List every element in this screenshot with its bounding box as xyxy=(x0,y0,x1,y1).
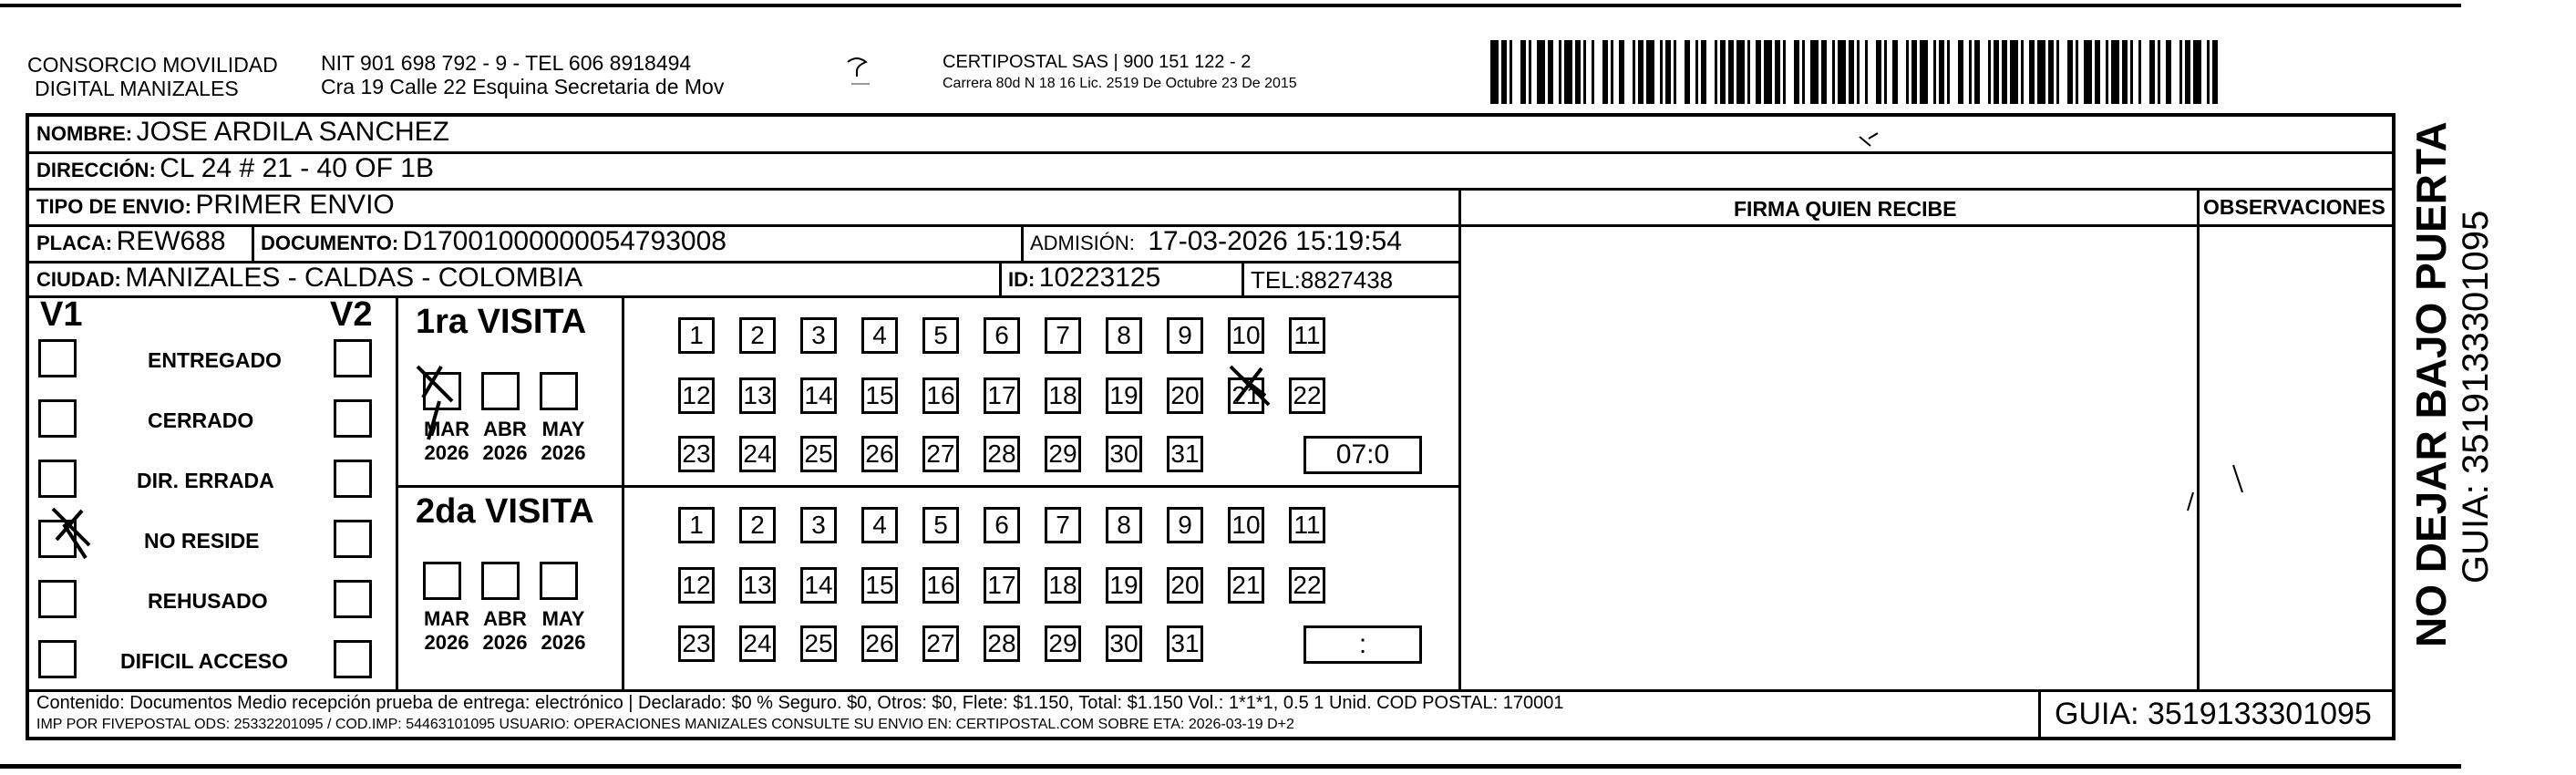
day-box[interactable]: 10 xyxy=(1228,507,1264,543)
day-box[interactable]: 25 xyxy=(800,625,837,662)
nombre-label: NOMBRE: xyxy=(36,122,133,145)
month-label: MAR xyxy=(423,418,470,440)
month-year: 2026 xyxy=(482,441,528,464)
day-box[interactable]: 1 xyxy=(678,317,715,354)
day-box[interactable]: 24 xyxy=(739,625,776,662)
day-box[interactable]: 7 xyxy=(1045,507,1081,543)
day-box[interactable]: 5 xyxy=(922,317,959,354)
day-box[interactable]: 1 xyxy=(678,507,715,543)
day-box[interactable]: 23 xyxy=(678,625,715,662)
status-option-label: DIFICIL ACCESO xyxy=(120,649,289,673)
day-box[interactable]: 21 xyxy=(1228,377,1264,414)
v1-label: V1 xyxy=(40,295,83,334)
admision-value: 17-03-2026 15:19:54 xyxy=(1148,226,1402,256)
status-option-label: REHUSADO xyxy=(148,589,268,613)
day-box[interactable]: 6 xyxy=(984,317,1020,354)
day-box[interactable]: 26 xyxy=(861,625,898,662)
month-label: MAR xyxy=(423,607,470,630)
postal-line1: CERTIPOSTAL SAS | 900 151 122 - 2 xyxy=(943,52,1252,72)
day-box[interactable]: 6 xyxy=(984,507,1020,543)
day-box[interactable]: 3 xyxy=(800,317,837,354)
day-box[interactable]: 22 xyxy=(1289,567,1325,604)
day-box[interactable]: 16 xyxy=(922,377,959,414)
admision-label: ADMISIÓN: xyxy=(1030,232,1135,254)
day-box[interactable]: 9 xyxy=(1167,317,1203,354)
day-box[interactable]: 3 xyxy=(800,507,837,543)
day-box[interactable]: 29 xyxy=(1045,436,1081,472)
day-box[interactable]: 30 xyxy=(1106,436,1142,472)
month-year: 2026 xyxy=(541,441,586,464)
ciudad-label: CIUDAD: xyxy=(36,268,121,291)
day-box[interactable]: 18 xyxy=(1045,567,1081,604)
ciudad-value: MANIZALES - CALDAS - COLOMBIA xyxy=(125,263,583,293)
day-box[interactable]: 4 xyxy=(861,507,898,543)
company-line1: CONSORCIO MOVILIDAD xyxy=(27,53,278,77)
placa-value: REW688 xyxy=(116,226,226,256)
day-box[interactable]: 2 xyxy=(739,317,776,354)
time-box[interactable]: 07:0 xyxy=(1303,436,1422,474)
month-year: 2026 xyxy=(541,631,586,654)
direccion-value: CL 24 # 21 - 40 OF 1B xyxy=(160,153,434,183)
day-box[interactable]: 25 xyxy=(800,436,837,472)
day-box[interactable]: 29 xyxy=(1045,625,1081,662)
day-box[interactable]: 31 xyxy=(1167,625,1203,662)
day-box[interactable]: 11 xyxy=(1289,507,1325,543)
nombre-value: JOSE ARDILA SANCHEZ xyxy=(136,117,449,147)
day-box[interactable]: 23 xyxy=(678,436,715,472)
day-box[interactable]: 13 xyxy=(739,377,776,414)
day-box[interactable]: 21 xyxy=(1228,567,1264,604)
company-line2: DIGITAL MANIZALES xyxy=(35,77,239,100)
day-box[interactable]: 5 xyxy=(922,507,959,543)
day-box[interactable]: 16 xyxy=(922,567,959,604)
day-box[interactable]: 2 xyxy=(739,507,776,543)
day-box[interactable]: 27 xyxy=(922,436,959,472)
footer-content: Contenido: Documentos Medio recepción prueba de entrega: electrónico | Declarado: $0 % Seguro. $0, Otros: $0, Flete: $1.150, Total: $1.150 Vol.: 1*1*1, 0.5 1 Unid. COD POSTAL: 170001 xyxy=(36,693,1564,713)
day-box[interactable]: 9 xyxy=(1167,507,1203,543)
placa-label: PLACA: xyxy=(36,232,113,254)
tipo-value: PRIMER ENVIO xyxy=(195,190,395,220)
day-check-mark xyxy=(1231,367,1269,405)
day-box[interactable]: 11 xyxy=(1289,317,1325,354)
day-box[interactable]: 20 xyxy=(1167,377,1203,414)
tipo-label: TIPO DE ENVIO: xyxy=(36,195,191,218)
status-option-label: NO RESIDE xyxy=(144,529,260,553)
day-box[interactable]: 13 xyxy=(739,567,776,604)
v1-check-mark xyxy=(53,509,89,558)
documento-label: DOCUMENTO: xyxy=(261,232,399,254)
day-box[interactable]: 17 xyxy=(984,567,1020,604)
mar-check-mark xyxy=(417,367,452,439)
visit-title: 2da VISITA xyxy=(416,492,594,531)
day-box[interactable]: 18 xyxy=(1045,377,1081,414)
side-guia: GUIA: 3519133301095 xyxy=(2456,210,2496,584)
tel-label: TEL: xyxy=(1251,266,1301,294)
no-dejar-label: NO DEJAR BAJO PUERTA xyxy=(2407,121,2455,647)
month-label: MAY xyxy=(541,607,585,630)
day-box[interactable]: 27 xyxy=(922,625,959,662)
day-box[interactable]: 14 xyxy=(800,567,837,604)
day-box[interactable]: 15 xyxy=(861,377,898,414)
v2-label: V2 xyxy=(330,295,373,334)
observation-stroke xyxy=(2188,465,2242,511)
month-year: 2026 xyxy=(424,441,469,464)
day-box[interactable]: 26 xyxy=(861,436,898,472)
id-value: 10223125 xyxy=(1038,263,1161,293)
time-box[interactable]: : xyxy=(1303,625,1422,664)
day-box[interactable]: 12 xyxy=(678,377,715,414)
month-year: 2026 xyxy=(482,631,528,654)
status-option-label: CERRADO xyxy=(148,408,254,432)
day-box[interactable]: 7 xyxy=(1045,317,1081,354)
firma-label: FIRMA QUIEN RECIBE xyxy=(1734,197,1957,221)
day-box[interactable]: 28 xyxy=(984,625,1020,662)
footer-imp: IMP POR FIVEPOSTAL ODS: 25332201095 / COD.IMP: 54463101095 USUARIO: OPERACIONES MANIZALES CONSULTE SU ENVIO EN: CERTIPOSTAL.COM SOBRE ETA: 2026-03-19 D+2 xyxy=(36,717,1294,732)
day-box[interactable]: 8 xyxy=(1106,317,1142,354)
day-box[interactable]: 28 xyxy=(984,436,1020,472)
day-box[interactable]: 19 xyxy=(1106,377,1142,414)
signature-stroke xyxy=(1860,133,1878,146)
postal-line2: Carrera 80d N 18 16 Lic. 2519 De Octubre 23 De 2015 xyxy=(943,76,1297,91)
guia-number: GUIA: 3519133301095 xyxy=(2055,697,2372,731)
day-box[interactable]: 15 xyxy=(861,567,898,604)
day-box[interactable]: 20 xyxy=(1167,567,1203,604)
month-label: MAY xyxy=(541,418,585,440)
month-year: 2026 xyxy=(424,631,469,654)
address-line: Cra 19 Calle 22 Esquina Secretaria de Mov xyxy=(321,75,725,98)
month-label: ABR xyxy=(483,418,527,440)
day-box[interactable]: 4 xyxy=(861,317,898,354)
month-label: ABR xyxy=(483,607,527,630)
day-box[interactable]: 31 xyxy=(1167,436,1203,472)
day-box[interactable]: 12 xyxy=(678,567,715,604)
day-box[interactable]: 22 xyxy=(1289,377,1325,414)
day-box[interactable]: 24 xyxy=(739,436,776,472)
nit-line: NIT 901 698 792 - 9 - TEL 606 8918494 xyxy=(321,51,692,75)
status-option-label: DIR. ERRADA xyxy=(137,469,274,492)
status-option-label: ENTREGADO xyxy=(148,348,282,372)
day-box[interactable]: 14 xyxy=(800,377,837,414)
id-label: ID: xyxy=(1008,268,1036,291)
visit-title: 1ra VISITA xyxy=(416,303,587,341)
day-box[interactable]: 10 xyxy=(1228,317,1264,354)
observaciones-label: OBSERVACIONES xyxy=(2203,195,2385,219)
day-box[interactable]: 19 xyxy=(1106,567,1142,604)
documento-value: D17001000000054793008 xyxy=(402,226,726,256)
day-box[interactable]: 30 xyxy=(1106,625,1142,662)
day-box[interactable]: 8 xyxy=(1106,507,1142,543)
direccion-label: DIRECCIÓN: xyxy=(36,159,156,181)
tel-value: 8827438 xyxy=(1300,266,1394,294)
day-box[interactable]: 17 xyxy=(984,377,1020,414)
